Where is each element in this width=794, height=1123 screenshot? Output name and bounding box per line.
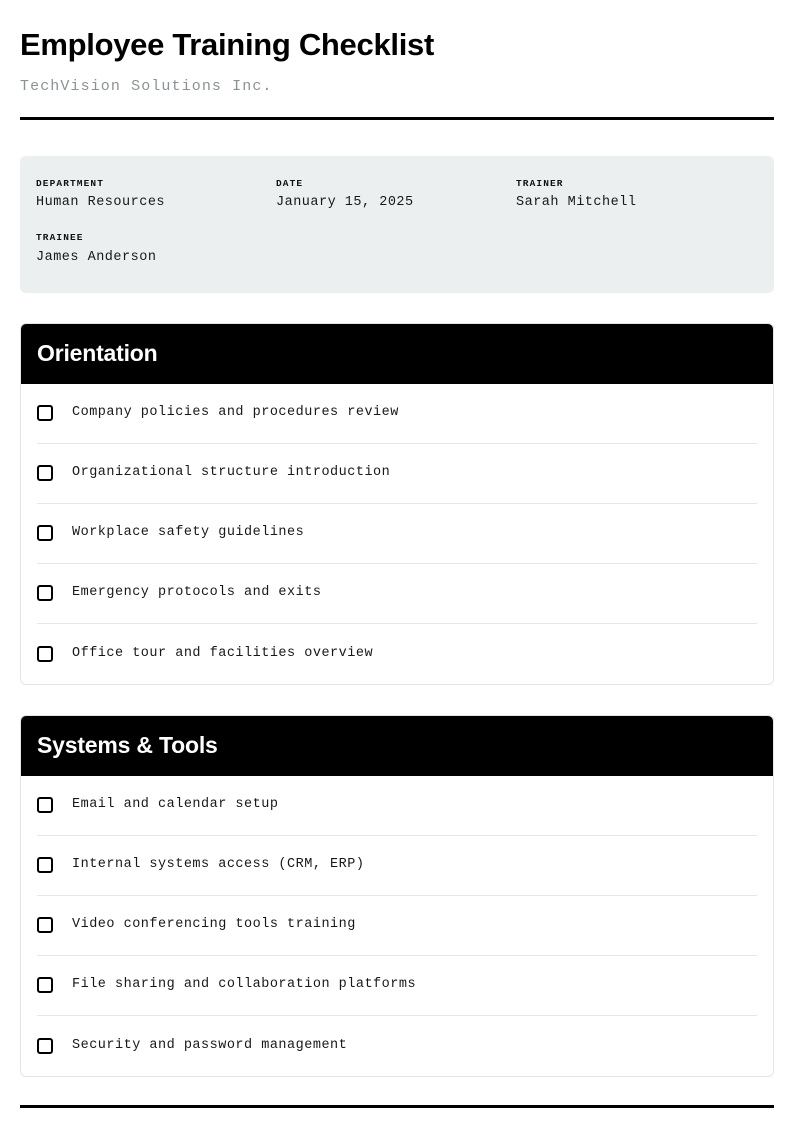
checkbox-icon[interactable] [37, 646, 53, 662]
metadata-value: Human Resources [36, 195, 166, 211]
checklist-item-label: Office tour and facilities overview [72, 645, 374, 661]
checkbox-icon[interactable] [37, 1038, 53, 1054]
checklist-item-label: Email and calendar setup [72, 797, 279, 813]
metadata-field-date [276, 178, 516, 212]
section-body [21, 384, 773, 684]
section-title: Systems & Tools [37, 732, 218, 759]
metadata-grid [36, 178, 758, 267]
checklist-row[interactable] [37, 896, 757, 956]
checkbox-icon[interactable] [37, 917, 53, 933]
checklist-row[interactable] [37, 956, 757, 1016]
checkbox-icon[interactable] [37, 405, 53, 421]
metadata-value: January 15, 2025 [276, 195, 414, 211]
checklist-item-label: Internal systems access (CRM, ERP) [72, 857, 365, 873]
metadata-label: DEPARTMENT [36, 178, 105, 190]
checklist-row[interactable] [37, 624, 757, 684]
metadata-label: DATE [276, 178, 304, 190]
checkbox-icon[interactable] [37, 585, 53, 601]
metadata-label: TRAINEE [36, 232, 84, 244]
section-body [21, 776, 773, 1076]
checklist-item-label: Company policies and procedures review [72, 405, 399, 421]
metadata-value: Sarah Mitchell [516, 195, 637, 211]
checklist-item-label: Emergency protocols and exits [72, 585, 322, 601]
checklist-row[interactable] [37, 836, 757, 896]
checklist-item-label: Video conferencing tools training [72, 917, 356, 933]
metadata-field-trainer [516, 178, 756, 212]
section-header [21, 324, 773, 384]
metadata-label: TRAINER [516, 178, 564, 190]
checkbox-icon[interactable] [37, 465, 53, 481]
organization-subtitle: TechVision Solutions Inc. [20, 78, 273, 96]
checklist-item-label: Workplace safety guidelines [72, 525, 305, 541]
header-divider [20, 117, 774, 120]
metadata-field-department [36, 178, 276, 212]
checklist-section-systems-tools [20, 715, 774, 1077]
checklist-row[interactable] [37, 564, 757, 624]
checklist-row[interactable] [37, 1016, 757, 1076]
checkbox-icon[interactable] [37, 797, 53, 813]
checklist-item-label: Organizational structure introduction [72, 465, 391, 481]
footer-divider [20, 1105, 774, 1108]
checklist-row[interactable] [37, 444, 757, 504]
checklist-section-orientation [20, 323, 774, 685]
checkbox-icon[interactable] [37, 977, 53, 993]
document-header [20, 0, 774, 95]
checklist-row[interactable] [37, 776, 757, 836]
checklist-row[interactable] [37, 504, 757, 564]
checklist-item-label: Security and password management [72, 1037, 348, 1053]
checkbox-icon[interactable] [37, 857, 53, 873]
checkbox-icon[interactable] [37, 525, 53, 541]
metadata-value: James Anderson [36, 249, 157, 265]
section-header [21, 716, 773, 776]
checklist-row[interactable] [37, 384, 757, 444]
metadata-panel [20, 156, 774, 293]
section-title: Orientation [37, 340, 158, 367]
checklist-item-label: File sharing and collaboration platforms [72, 977, 417, 993]
metadata-field-trainee [36, 232, 276, 266]
page-title: Employee Training Checklist [20, 27, 434, 62]
